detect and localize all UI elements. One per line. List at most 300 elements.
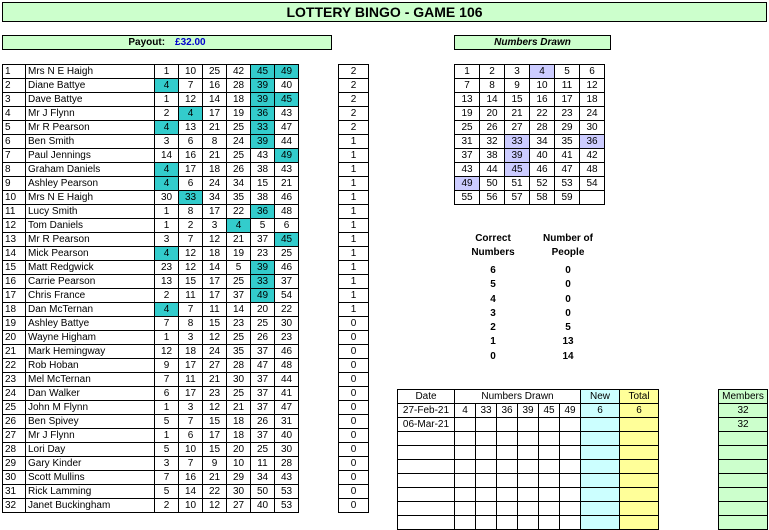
grid-number-cell[interactable]: 15 (505, 93, 530, 107)
player-ball-cell[interactable]: 41 (275, 387, 299, 401)
player-ball-cell[interactable]: 36 (251, 107, 275, 121)
player-ball-cell[interactable]: 34 (203, 191, 227, 205)
player-ball-cell[interactable]: 16 (179, 471, 203, 485)
draw-number-cell[interactable] (560, 474, 581, 488)
draw-number-cell[interactable] (560, 460, 581, 474)
draw-new-cell[interactable]: 6 (581, 404, 620, 418)
draw-number-cell[interactable] (455, 474, 476, 488)
player-ball-cell[interactable]: 30 (227, 485, 251, 499)
correct-count-cell[interactable]: 2 (339, 107, 369, 121)
grid-number-cell[interactable]: 6 (580, 65, 605, 79)
player-ball-cell[interactable]: 43 (251, 149, 275, 163)
player-ball-cell[interactable]: 53 (275, 499, 299, 513)
members-value-cell[interactable] (719, 460, 768, 474)
draw-number-cell[interactable]: 49 (560, 404, 581, 418)
player-ball-cell[interactable]: 27 (203, 359, 227, 373)
player-number-cell[interactable]: 6 (3, 135, 26, 149)
draw-new-cell[interactable] (581, 516, 620, 530)
player-ball-cell[interactable]: 21 (227, 401, 251, 415)
correct-count-cell[interactable]: 0 (339, 401, 369, 415)
player-ball-cell[interactable]: 24 (203, 177, 227, 191)
draw-date-cell[interactable] (398, 502, 455, 516)
draw-date-cell[interactable] (398, 516, 455, 530)
draw-total-cell[interactable] (620, 460, 659, 474)
draw-number-cell[interactable]: 33 (476, 404, 497, 418)
grid-number-cell[interactable]: 10 (530, 79, 555, 93)
player-name-cell[interactable]: Diane Battye (26, 79, 155, 93)
draw-number-cell[interactable] (455, 488, 476, 502)
player-name-cell[interactable]: Graham Daniels (26, 163, 155, 177)
draw-number-cell[interactable] (476, 474, 497, 488)
draw-number-cell[interactable] (539, 460, 560, 474)
player-ball-cell[interactable]: 22 (203, 485, 227, 499)
correct-count-cell[interactable]: 1 (339, 233, 369, 247)
player-name-cell[interactable]: Mel McTernan (26, 373, 155, 387)
player-ball-cell[interactable]: 18 (179, 345, 203, 359)
grid-number-cell[interactable]: 41 (555, 149, 580, 163)
correct-count-cell[interactable]: 0 (339, 443, 369, 457)
player-ball-cell[interactable]: 1 (155, 65, 179, 79)
player-ball-cell[interactable]: 26 (227, 163, 251, 177)
player-ball-cell[interactable]: 28 (227, 359, 251, 373)
correct-count-cell[interactable]: 1 (339, 149, 369, 163)
player-name-cell[interactable]: Ashley Pearson (26, 177, 155, 191)
player-ball-cell[interactable]: 40 (275, 79, 299, 93)
player-ball-cell[interactable]: 6 (275, 219, 299, 233)
correct-count-cell[interactable]: 1 (339, 135, 369, 149)
player-ball-cell[interactable]: 15 (203, 415, 227, 429)
members-value-cell[interactable] (719, 488, 768, 502)
player-ball-cell[interactable]: 37 (251, 345, 275, 359)
player-name-cell[interactable]: Gary Kinder (26, 457, 155, 471)
player-name-cell[interactable]: Lori Day (26, 443, 155, 457)
correct-count-cell[interactable]: 1 (339, 219, 369, 233)
player-ball-cell[interactable]: 5 (251, 219, 275, 233)
player-ball-cell[interactable]: 35 (227, 345, 251, 359)
player-ball-cell[interactable]: 17 (203, 275, 227, 289)
player-ball-cell[interactable]: 37 (275, 275, 299, 289)
grid-number-cell[interactable]: 43 (455, 163, 480, 177)
members-value-cell[interactable]: 32 (719, 418, 768, 432)
draw-number-cell[interactable] (476, 516, 497, 530)
player-ball-cell[interactable]: 7 (179, 79, 203, 93)
player-ball-cell[interactable]: 21 (203, 149, 227, 163)
player-ball-cell[interactable]: 1 (155, 331, 179, 345)
player-ball-cell[interactable]: 15 (203, 317, 227, 331)
player-ball-cell[interactable]: 4 (155, 303, 179, 317)
draw-number-cell[interactable] (455, 446, 476, 460)
player-ball-cell[interactable]: 3 (155, 233, 179, 247)
draw-number-cell[interactable] (518, 474, 539, 488)
player-number-cell[interactable]: 21 (3, 345, 26, 359)
player-name-cell[interactable]: Scott Mullins (26, 471, 155, 485)
player-name-cell[interactable]: Mr J Flynn (26, 429, 155, 443)
draw-date-cell[interactable] (398, 432, 455, 446)
grid-number-cell[interactable]: 44 (480, 163, 505, 177)
player-ball-cell[interactable]: 1 (155, 219, 179, 233)
player-ball-cell[interactable]: 33 (251, 275, 275, 289)
draw-number-cell[interactable]: 39 (518, 404, 539, 418)
player-ball-cell[interactable]: 14 (179, 485, 203, 499)
player-ball-cell[interactable]: 9 (155, 359, 179, 373)
player-ball-cell[interactable]: 53 (275, 485, 299, 499)
correct-count-cell[interactable]: 0 (339, 345, 369, 359)
player-ball-cell[interactable]: 3 (155, 457, 179, 471)
player-ball-cell[interactable]: 3 (179, 401, 203, 415)
player-number-cell[interactable]: 4 (3, 107, 26, 121)
player-ball-cell[interactable]: 49 (275, 65, 299, 79)
grid-number-cell[interactable]: 55 (455, 191, 480, 205)
player-ball-cell[interactable]: 14 (203, 93, 227, 107)
player-number-cell[interactable]: 10 (3, 191, 26, 205)
draw-number-cell[interactable] (539, 446, 560, 460)
grid-number-cell[interactable]: 5 (555, 65, 580, 79)
player-number-cell[interactable]: 7 (3, 149, 26, 163)
draw-number-cell[interactable] (497, 488, 518, 502)
draw-number-cell[interactable] (539, 488, 560, 502)
player-ball-cell[interactable]: 34 (227, 177, 251, 191)
player-name-cell[interactable]: John M Flynn (26, 401, 155, 415)
grid-number-cell[interactable]: 49 (455, 177, 480, 191)
player-ball-cell[interactable]: 4 (227, 219, 251, 233)
player-ball-cell[interactable]: 45 (251, 65, 275, 79)
player-name-cell[interactable]: Ben Spivey (26, 415, 155, 429)
player-number-cell[interactable]: 17 (3, 289, 26, 303)
player-ball-cell[interactable]: 8 (179, 317, 203, 331)
draw-number-cell[interactable] (455, 502, 476, 516)
correct-count-cell[interactable]: 0 (339, 429, 369, 443)
player-ball-cell[interactable]: 25 (251, 317, 275, 331)
player-ball-cell[interactable]: 4 (179, 107, 203, 121)
grid-number-cell[interactable]: 31 (455, 135, 480, 149)
player-ball-cell[interactable]: 28 (227, 79, 251, 93)
player-ball-cell[interactable]: 14 (203, 261, 227, 275)
draw-number-cell[interactable] (560, 432, 581, 446)
player-ball-cell[interactable]: 22 (275, 303, 299, 317)
player-ball-cell[interactable]: 10 (179, 499, 203, 513)
player-ball-cell[interactable]: 23 (251, 247, 275, 261)
player-ball-cell[interactable]: 18 (227, 429, 251, 443)
grid-number-cell[interactable]: 2 (480, 65, 505, 79)
player-ball-cell[interactable]: 25 (275, 247, 299, 261)
player-number-cell[interactable]: 13 (3, 233, 26, 247)
draw-number-cell[interactable] (518, 418, 539, 432)
draw-date-cell[interactable]: 27-Feb-21 (398, 404, 455, 418)
player-ball-cell[interactable]: 30 (227, 373, 251, 387)
player-name-cell[interactable]: Janet Buckingham (26, 499, 155, 513)
grid-number-cell[interactable]: 23 (555, 107, 580, 121)
player-ball-cell[interactable]: 2 (155, 289, 179, 303)
player-number-cell[interactable]: 2 (3, 79, 26, 93)
player-name-cell[interactable]: Mick Pearson (26, 247, 155, 261)
grid-number-cell[interactable]: 37 (455, 149, 480, 163)
player-ball-cell[interactable]: 3 (179, 331, 203, 345)
grid-number-cell[interactable]: 33 (505, 135, 530, 149)
grid-number-cell[interactable]: 3 (505, 65, 530, 79)
player-ball-cell[interactable]: 25 (227, 331, 251, 345)
draw-date-cell[interactable] (398, 474, 455, 488)
player-number-cell[interactable]: 9 (3, 177, 26, 191)
player-ball-cell[interactable]: 25 (227, 387, 251, 401)
draw-total-cell[interactable] (620, 516, 659, 530)
player-ball-cell[interactable]: 23 (155, 261, 179, 275)
player-ball-cell[interactable]: 45 (275, 93, 299, 107)
draw-total-cell[interactable]: 6 (620, 404, 659, 418)
player-name-cell[interactable]: Mark Hemingway (26, 345, 155, 359)
player-ball-cell[interactable]: 25 (227, 149, 251, 163)
player-ball-cell[interactable]: 10 (179, 443, 203, 457)
correct-count-cell[interactable]: 1 (339, 261, 369, 275)
player-ball-cell[interactable]: 4 (155, 247, 179, 261)
draw-number-cell[interactable] (560, 418, 581, 432)
player-ball-cell[interactable]: 7 (179, 303, 203, 317)
draw-number-cell[interactable] (497, 432, 518, 446)
grid-number-cell[interactable]: 46 (530, 163, 555, 177)
player-ball-cell[interactable]: 37 (251, 373, 275, 387)
grid-number-cell[interactable]: 29 (555, 121, 580, 135)
player-ball-cell[interactable]: 12 (203, 331, 227, 345)
correct-count-cell[interactable]: 1 (339, 303, 369, 317)
player-ball-cell[interactable]: 21 (275, 177, 299, 191)
grid-number-cell[interactable]: 26 (480, 121, 505, 135)
grid-number-cell[interactable]: 11 (555, 79, 580, 93)
player-ball-cell[interactable]: 7 (179, 415, 203, 429)
player-ball-cell[interactable]: 15 (251, 177, 275, 191)
draw-number-cell[interactable] (455, 418, 476, 432)
correct-count-cell[interactable]: 1 (339, 191, 369, 205)
grid-number-cell[interactable]: 16 (530, 93, 555, 107)
player-number-cell[interactable]: 3 (3, 93, 26, 107)
player-ball-cell[interactable]: 17 (203, 205, 227, 219)
player-ball-cell[interactable]: 2 (155, 499, 179, 513)
draw-new-cell[interactable] (581, 488, 620, 502)
player-ball-cell[interactable]: 15 (179, 275, 203, 289)
grid-number-cell[interactable]: 45 (505, 163, 530, 177)
player-ball-cell[interactable]: 36 (251, 205, 275, 219)
player-ball-cell[interactable]: 21 (203, 471, 227, 485)
player-ball-cell[interactable]: 37 (251, 387, 275, 401)
correct-count-cell[interactable]: 1 (339, 205, 369, 219)
player-ball-cell[interactable]: 37 (251, 233, 275, 247)
grid-number-cell[interactable]: 27 (505, 121, 530, 135)
grid-number-cell[interactable]: 25 (455, 121, 480, 135)
correct-count-cell[interactable]: 0 (339, 471, 369, 485)
player-ball-cell[interactable]: 7 (179, 233, 203, 247)
draws-header-date[interactable]: Date (398, 390, 455, 404)
player-ball-cell[interactable]: 37 (251, 429, 275, 443)
members-header[interactable]: Members (719, 390, 768, 404)
player-ball-cell[interactable]: 25 (227, 275, 251, 289)
draw-new-cell[interactable] (581, 460, 620, 474)
player-number-cell[interactable]: 29 (3, 457, 26, 471)
grid-number-cell[interactable]: 51 (505, 177, 530, 191)
draw-number-cell[interactable] (455, 432, 476, 446)
player-ball-cell[interactable]: 43 (275, 107, 299, 121)
player-number-cell[interactable]: 27 (3, 429, 26, 443)
player-ball-cell[interactable]: 4 (155, 121, 179, 135)
player-ball-cell[interactable]: 37 (227, 289, 251, 303)
player-ball-cell[interactable]: 17 (203, 289, 227, 303)
player-ball-cell[interactable]: 3 (155, 135, 179, 149)
draw-total-cell[interactable] (620, 432, 659, 446)
draw-number-cell[interactable] (497, 446, 518, 460)
player-name-cell[interactable]: Mr R Pearson (26, 233, 155, 247)
draw-date-cell[interactable] (398, 446, 455, 460)
draw-new-cell[interactable] (581, 502, 620, 516)
player-ball-cell[interactable]: 11 (203, 303, 227, 317)
correct-count-cell[interactable]: 0 (339, 317, 369, 331)
grid-number-cell[interactable]: 13 (455, 93, 480, 107)
player-ball-cell[interactable]: 28 (275, 457, 299, 471)
player-ball-cell[interactable]: 46 (275, 191, 299, 205)
player-number-cell[interactable]: 25 (3, 401, 26, 415)
draw-number-cell[interactable] (497, 418, 518, 432)
player-ball-cell[interactable]: 1 (155, 429, 179, 443)
draw-new-cell[interactable] (581, 474, 620, 488)
player-name-cell[interactable]: Ashley Battye (26, 317, 155, 331)
player-ball-cell[interactable]: 18 (203, 247, 227, 261)
player-number-cell[interactable]: 28 (3, 443, 26, 457)
player-number-cell[interactable]: 19 (3, 317, 26, 331)
draw-number-cell[interactable] (518, 502, 539, 516)
members-value-cell[interactable] (719, 516, 768, 530)
draw-new-cell[interactable] (581, 432, 620, 446)
draw-number-cell[interactable] (518, 516, 539, 530)
grid-number-cell[interactable]: 12 (580, 79, 605, 93)
player-ball-cell[interactable]: 22 (227, 205, 251, 219)
player-ball-cell[interactable]: 14 (155, 149, 179, 163)
player-ball-cell[interactable]: 45 (275, 233, 299, 247)
player-ball-cell[interactable]: 7 (155, 373, 179, 387)
player-ball-cell[interactable]: 30 (275, 443, 299, 457)
player-ball-cell[interactable]: 14 (227, 303, 251, 317)
draw-total-cell[interactable] (620, 502, 659, 516)
player-name-cell[interactable]: Tom Daniels (26, 219, 155, 233)
player-number-cell[interactable]: 31 (3, 485, 26, 499)
player-number-cell[interactable]: 20 (3, 331, 26, 345)
player-ball-cell[interactable]: 39 (251, 261, 275, 275)
grid-number-cell[interactable] (580, 191, 605, 205)
draw-number-cell[interactable] (539, 432, 560, 446)
player-number-cell[interactable]: 32 (3, 499, 26, 513)
draw-new-cell[interactable] (581, 418, 620, 432)
correct-count-cell[interactable]: 1 (339, 163, 369, 177)
grid-number-cell[interactable]: 4 (530, 65, 555, 79)
player-name-cell[interactable]: Paul Jennings (26, 149, 155, 163)
player-ball-cell[interactable]: 46 (275, 261, 299, 275)
player-ball-cell[interactable]: 38 (251, 191, 275, 205)
player-ball-cell[interactable]: 5 (155, 443, 179, 457)
player-ball-cell[interactable]: 17 (179, 387, 203, 401)
player-ball-cell[interactable]: 25 (251, 443, 275, 457)
draw-number-cell[interactable] (518, 460, 539, 474)
player-ball-cell[interactable]: 39 (251, 79, 275, 93)
player-ball-cell[interactable]: 23 (203, 387, 227, 401)
player-ball-cell[interactable]: 11 (251, 457, 275, 471)
members-value-cell[interactable] (719, 474, 768, 488)
grid-number-cell[interactable]: 22 (530, 107, 555, 121)
player-ball-cell[interactable]: 30 (275, 317, 299, 331)
player-ball-cell[interactable]: 35 (227, 191, 251, 205)
player-ball-cell[interactable]: 21 (203, 373, 227, 387)
player-ball-cell[interactable]: 18 (203, 163, 227, 177)
player-ball-cell[interactable]: 27 (227, 499, 251, 513)
grid-number-cell[interactable]: 48 (580, 163, 605, 177)
player-ball-cell[interactable]: 6 (179, 135, 203, 149)
player-ball-cell[interactable]: 23 (275, 331, 299, 345)
player-ball-cell[interactable]: 40 (275, 429, 299, 443)
player-ball-cell[interactable]: 13 (155, 275, 179, 289)
player-ball-cell[interactable]: 21 (203, 121, 227, 135)
player-ball-cell[interactable]: 24 (203, 345, 227, 359)
draws-header-total[interactable]: Total (620, 390, 659, 404)
player-ball-cell[interactable]: 29 (227, 471, 251, 485)
grid-number-cell[interactable]: 7 (455, 79, 480, 93)
members-value-cell[interactable]: 32 (719, 404, 768, 418)
draw-number-cell[interactable] (539, 474, 560, 488)
player-ball-cell[interactable]: 17 (203, 429, 227, 443)
player-ball-cell[interactable]: 8 (203, 135, 227, 149)
draw-total-cell[interactable] (620, 488, 659, 502)
grid-number-cell[interactable]: 36 (580, 135, 605, 149)
draw-total-cell[interactable] (620, 446, 659, 460)
draw-number-cell[interactable] (518, 432, 539, 446)
player-name-cell[interactable]: Chris France (26, 289, 155, 303)
player-ball-cell[interactable]: 39 (251, 93, 275, 107)
player-ball-cell[interactable]: 17 (179, 163, 203, 177)
player-ball-cell[interactable]: 38 (251, 163, 275, 177)
draw-number-cell[interactable]: 45 (539, 404, 560, 418)
correct-count-cell[interactable]: 2 (339, 93, 369, 107)
draw-number-cell[interactable] (476, 432, 497, 446)
player-ball-cell[interactable]: 26 (251, 415, 275, 429)
player-ball-cell[interactable]: 16 (203, 79, 227, 93)
draw-date-cell[interactable] (398, 460, 455, 474)
player-ball-cell[interactable]: 24 (227, 135, 251, 149)
members-value-cell[interactable] (719, 502, 768, 516)
grid-number-cell[interactable]: 50 (480, 177, 505, 191)
player-name-cell[interactable]: Lucy Smith (26, 205, 155, 219)
grid-number-cell[interactable]: 34 (530, 135, 555, 149)
draw-number-cell[interactable] (455, 460, 476, 474)
grid-number-cell[interactable]: 35 (555, 135, 580, 149)
player-ball-cell[interactable]: 49 (275, 149, 299, 163)
draw-total-cell[interactable] (620, 418, 659, 432)
correct-count-cell[interactable]: 2 (339, 65, 369, 79)
draw-number-cell[interactable] (476, 488, 497, 502)
player-ball-cell[interactable]: 33 (179, 191, 203, 205)
player-ball-cell[interactable]: 10 (179, 65, 203, 79)
player-ball-cell[interactable]: 12 (179, 261, 203, 275)
draw-number-cell[interactable] (539, 418, 560, 432)
player-ball-cell[interactable]: 1 (155, 401, 179, 415)
player-ball-cell[interactable]: 2 (179, 219, 203, 233)
player-ball-cell[interactable]: 11 (179, 373, 203, 387)
player-ball-cell[interactable]: 42 (227, 65, 251, 79)
player-ball-cell[interactable]: 7 (155, 317, 179, 331)
draw-new-cell[interactable] (581, 446, 620, 460)
player-ball-cell[interactable]: 46 (275, 345, 299, 359)
grid-number-cell[interactable]: 40 (530, 149, 555, 163)
correct-count-cell[interactable]: 1 (339, 275, 369, 289)
correct-count-cell[interactable]: 0 (339, 359, 369, 373)
player-ball-cell[interactable]: 12 (155, 345, 179, 359)
player-ball-cell[interactable]: 21 (227, 233, 251, 247)
player-number-cell[interactable]: 11 (3, 205, 26, 219)
grid-number-cell[interactable]: 28 (530, 121, 555, 135)
player-ball-cell[interactable]: 25 (227, 121, 251, 135)
draw-number-cell[interactable] (476, 460, 497, 474)
